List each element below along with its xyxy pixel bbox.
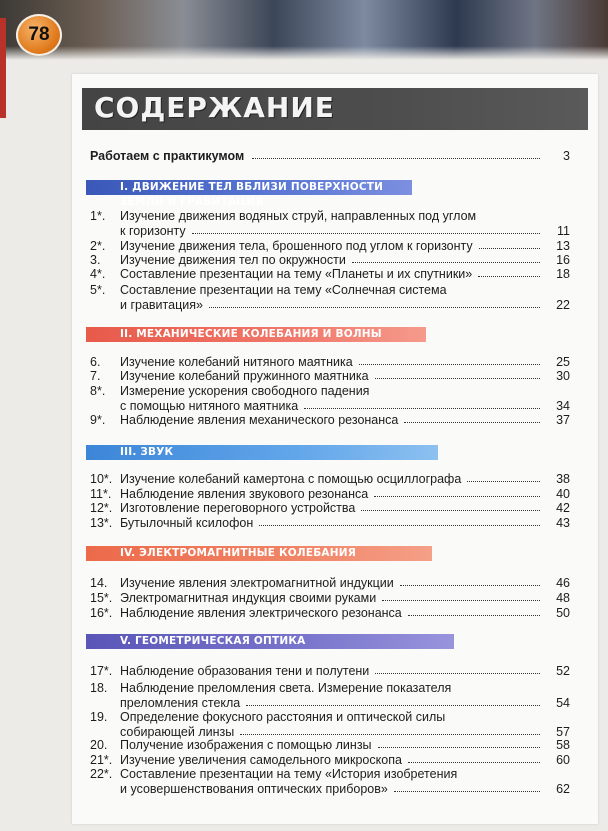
entry-number: 8*. xyxy=(90,384,106,398)
entry-page: 30 xyxy=(556,369,570,383)
toc-entry[interactable] xyxy=(72,782,598,796)
leader-dots xyxy=(209,298,540,308)
leader-dots xyxy=(375,664,540,674)
leader-dots xyxy=(374,487,540,497)
toc-entry[interactable] xyxy=(72,355,598,369)
entry-title: Наблюдение образования тени и полутени xyxy=(120,664,370,678)
leader-dots xyxy=(382,591,540,601)
entry-page: 54 xyxy=(556,695,570,710)
entry-number: 3. xyxy=(90,253,101,267)
entry-page: 62 xyxy=(556,781,570,796)
leader-dots xyxy=(479,239,540,249)
entry-page: 25 xyxy=(556,355,570,369)
toc-entry[interactable] xyxy=(72,298,598,312)
toc-entry[interactable] xyxy=(72,681,598,695)
entry-page: 42 xyxy=(556,501,570,515)
toc-entry[interactable] xyxy=(72,576,598,590)
toc-entry[interactable] xyxy=(72,253,598,267)
leader-dots xyxy=(378,738,540,748)
leader-dots xyxy=(240,725,540,735)
toc-entry[interactable] xyxy=(72,413,598,427)
leader-dots xyxy=(192,224,540,234)
section-heading: V. ГЕОМЕТРИЧЕСКАЯ ОПТИКА xyxy=(86,634,454,649)
entry-number: 16*. xyxy=(90,606,113,620)
leader-dots xyxy=(478,267,540,277)
toc-entry[interactable] xyxy=(72,384,598,398)
entry-title: Электромагнитная индукция своими руками xyxy=(120,591,377,605)
toc-entry[interactable] xyxy=(72,369,598,383)
toc-entry[interactable] xyxy=(72,487,598,501)
entry-number: 22*. xyxy=(90,767,113,781)
decorative-strip xyxy=(0,18,6,118)
entry-number: 6. xyxy=(90,355,101,369)
entry-number: 14. xyxy=(90,576,108,590)
toc-entry[interactable] xyxy=(72,725,598,739)
entry-page: 16 xyxy=(556,253,570,267)
entry-title: Составление презентации на тему «Солнечная система xyxy=(120,283,447,297)
entry-page: 18 xyxy=(556,267,570,281)
entry-number: 19. xyxy=(90,710,108,724)
toc-entry[interactable] xyxy=(72,501,598,515)
entry-title: Изучение колебаний пружинного маятника xyxy=(120,369,369,383)
page-number-badge xyxy=(16,14,62,56)
entry-page: 38 xyxy=(556,472,570,486)
entry-title: Изучение движения тел по окружности xyxy=(120,253,346,267)
leader-dots xyxy=(408,606,540,616)
entry-title: и гравитация» xyxy=(120,297,203,312)
entry-title: Определение фокусного расстояния и оптической силы xyxy=(120,710,446,724)
entry-number: 15*. xyxy=(90,591,113,605)
toc-entry[interactable] xyxy=(72,516,598,530)
title-bar xyxy=(82,88,588,130)
entry-page: 34 xyxy=(556,398,570,413)
toc-entry[interactable] xyxy=(72,399,598,413)
entry-title: Бутылочный ксилофон xyxy=(120,516,254,530)
leader-dots xyxy=(352,253,540,263)
toc-entry[interactable] xyxy=(72,696,598,710)
entry-title: Наблюдение явления звукового резонанса xyxy=(120,487,369,501)
toc-entry[interactable] xyxy=(72,283,598,297)
toc-entry[interactable] xyxy=(72,710,598,724)
intro-page: 3 xyxy=(563,149,570,163)
entry-title: Изучение колебаний камертона с помощью осциллографа xyxy=(120,472,462,486)
entry-number: 7. xyxy=(90,369,101,383)
entry-number: 17*. xyxy=(90,664,113,678)
leader-dots xyxy=(359,355,540,365)
entry-title: Изучение колебаний нитяного маятника xyxy=(120,355,353,369)
leader-dots xyxy=(304,399,540,409)
intro-label: Работаем с практикумом xyxy=(90,149,245,163)
toc-entry[interactable] xyxy=(72,224,598,238)
leader-dots xyxy=(394,782,540,792)
entry-page: 60 xyxy=(556,753,570,767)
leader-dots xyxy=(400,576,540,586)
entry-title: собирающей линзы xyxy=(120,724,235,739)
entry-page: 48 xyxy=(556,591,570,605)
entry-title: преломления стекла xyxy=(120,695,241,710)
entry-title: Измерение ускорения свободного падения xyxy=(120,384,370,398)
section-heading: III. ЗВУК xyxy=(86,445,438,460)
toc-entry[interactable] xyxy=(72,472,598,486)
entry-page: 57 xyxy=(556,724,570,739)
page-title: СОДЕРЖАНИЕ xyxy=(94,91,335,124)
entry-title: Изучение увеличения самодельного микроскопа xyxy=(120,753,402,767)
page-number: 78 xyxy=(28,24,50,45)
header-banner xyxy=(0,0,608,60)
entry-title: Получение изображения с помощью линзы xyxy=(120,738,372,752)
entry-title: Составление презентации на тему «Планеты и их спутники» xyxy=(120,267,473,281)
contents-panel xyxy=(72,74,598,824)
entry-page: 37 xyxy=(556,413,570,427)
leader-dots xyxy=(375,369,540,379)
entry-title: Наблюдение явления механического резонанса xyxy=(120,413,399,427)
intro-entry[interactable] xyxy=(72,149,598,163)
leader-dots xyxy=(246,696,540,706)
entry-number: 2*. xyxy=(90,239,106,253)
entry-page: 13 xyxy=(556,239,570,253)
entry-title: Наблюдение явления электрического резонанса xyxy=(120,606,402,620)
section-heading: II. МЕХАНИЧЕСКИЕ КОЛЕБАНИЯ И ВОЛНЫ xyxy=(86,327,426,342)
entry-number: 5*. xyxy=(90,283,106,297)
entry-title: Изготовление переговорного устройства xyxy=(120,501,356,515)
leader-dots xyxy=(252,149,540,159)
leader-dots xyxy=(259,516,540,526)
entry-number: 18. xyxy=(90,681,108,695)
entry-page: 40 xyxy=(556,487,570,501)
toc-entry[interactable] xyxy=(72,753,598,767)
entry-title: Наблюдение преломления света. Измерение показателя xyxy=(120,681,452,695)
entry-page: 52 xyxy=(556,664,570,678)
entry-page: 11 xyxy=(557,223,570,238)
section-heading: IV. ЭЛЕКТРОМАГНИТНЫЕ КОЛЕБАНИЯ xyxy=(86,546,432,561)
toc-entry[interactable] xyxy=(72,239,598,253)
leader-dots xyxy=(361,501,540,511)
toc-entry[interactable] xyxy=(72,209,598,223)
entry-page: 46 xyxy=(556,576,570,590)
entry-number: 10*. xyxy=(90,472,113,486)
leader-dots xyxy=(404,413,540,423)
toc-entry[interactable] xyxy=(72,767,598,781)
entry-number: 4*. xyxy=(90,267,106,281)
entry-title: к горизонту xyxy=(120,223,186,238)
toc-entry[interactable] xyxy=(72,664,598,678)
entry-number: 20. xyxy=(90,738,108,752)
toc-entry[interactable] xyxy=(72,606,598,620)
section-heading: I. ДВИЖЕНИЕ ТЕЛ ВБЛИЗИ ПОВЕРХНОСТИ ЗЕМЛИ И ГРАВИТАЦИЯ xyxy=(86,180,412,195)
toc-entry[interactable] xyxy=(72,738,598,752)
entry-page: 22 xyxy=(556,297,570,312)
entry-title: Составление презентации на тему «История изобретения xyxy=(120,767,458,781)
entry-page: 58 xyxy=(556,738,570,752)
entry-number: 11*. xyxy=(90,487,112,501)
entry-number: 9*. xyxy=(90,413,106,427)
leader-dots xyxy=(467,472,540,482)
entry-title: с помощью нитяного маятника xyxy=(120,398,299,413)
toc-entry[interactable] xyxy=(72,591,598,605)
entry-page: 50 xyxy=(556,606,570,620)
entry-number: 1*. xyxy=(90,209,106,223)
entry-title: Изучение явления электромагнитной индукции xyxy=(120,576,394,590)
entry-number: 21*. xyxy=(90,753,113,767)
leader-dots xyxy=(408,753,540,763)
entry-title: Изучение движения тела, брошенного под углом к горизонту xyxy=(120,239,473,253)
entry-title: и усовершенствования оптических приборов» xyxy=(120,781,388,796)
entry-number: 13*. xyxy=(90,516,113,530)
entry-page: 43 xyxy=(556,516,570,530)
entry-number: 12*. xyxy=(90,501,113,515)
toc-entry[interactable] xyxy=(72,267,598,281)
entry-title: Изучение движения водяных струй, направленных под углом xyxy=(120,209,477,223)
